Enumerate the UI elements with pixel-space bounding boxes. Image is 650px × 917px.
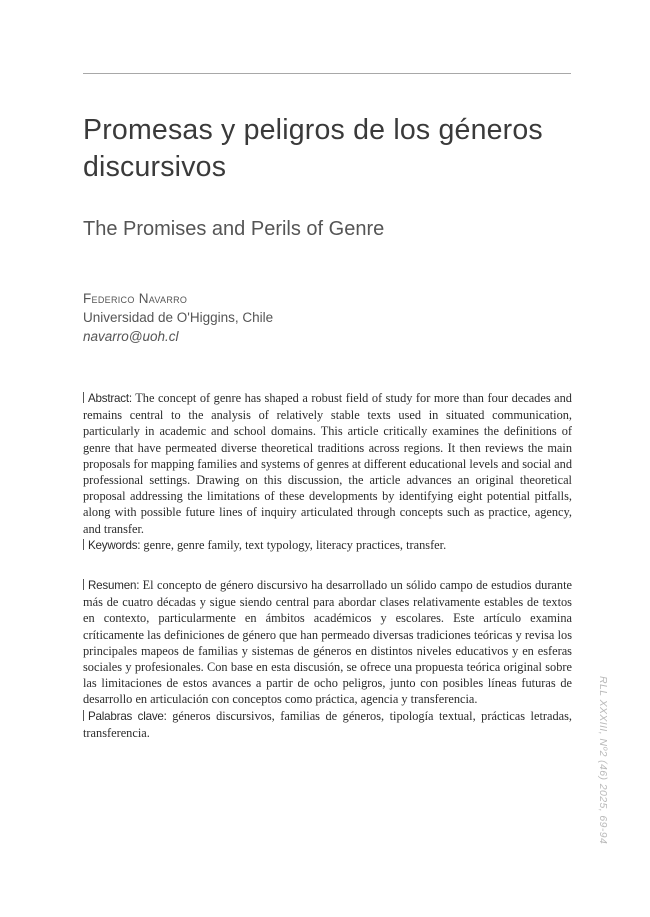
resumen-text: El concepto de género discursivo ha desarrollado un sólido campo de estudios durante más de cuatro décadas y sigue siendo central para abordar clases relativamente estables de textos en contexto, particularmente en ámbitos académicos y escolares. Este artículo examina críticamente las definiciones de género que han permeado diversas tradiciones teóricas y revisa los principales mapeos de familias y sistemas de géneros en distintos niveles educativos y en esferas sociales y profesionales. Con base en esta discusión, se ofrece una propuesta teórica original sobre las limitaciones de estos avances a partir de ocho peligros, junto con posibles líneas futuras de desarrollo en articulación con conceptos como práctica, agencia y transferencia. bbox=[83, 578, 572, 707]
palabras-clave-paragraph bbox=[83, 708, 572, 741]
resumen-paragraph bbox=[83, 577, 572, 708]
section-bar bbox=[83, 579, 84, 590]
article-title: Promesas y peligros de los géneros discursivos bbox=[83, 114, 543, 183]
author-block bbox=[83, 289, 273, 346]
section-bar bbox=[83, 539, 84, 550]
abstract-text: The concept of genre has shaped a robust field of study for more than four decades and remains central to the analysis of relatively stable texts used in situated communication, particularly in academic and school domains. This article critically examines the definitions of genre that have permeated diverse theoretical traditions across regions. It then reviews the main proposals for mapping families and systems of genres at different educational levels and social and professional settings. Drawing on this discussion, the article advances an original theoretical proposal addressing the limitations of these developments by identifying eight potential pitfalls, along with possible future lines of inquiry articulated through concepts such as practice, agency, and transfer. bbox=[83, 391, 572, 536]
keywords-text: genre, genre family, text typology, literacy practices, transfer. bbox=[143, 537, 447, 552]
abstract-label: Abstract: bbox=[88, 392, 132, 405]
resumen-label: Resumen: bbox=[88, 579, 140, 592]
side-citation: RLL XXXIII, Nº2 (46) 2025, 69-94 bbox=[597, 676, 609, 845]
keywords-label: Keywords: bbox=[88, 538, 141, 552]
section-bar bbox=[83, 392, 84, 403]
abstract-section bbox=[83, 390, 572, 554]
article-title-english: The Promises and Perils of Genre bbox=[83, 218, 385, 240]
keywords-paragraph bbox=[83, 537, 572, 554]
abstract-paragraph bbox=[83, 390, 572, 537]
top-rule bbox=[83, 73, 571, 74]
palabras-clave-text: géneros discursivos, familias de géneros, tipología textual, prácticas letradas, transferencia. bbox=[83, 708, 573, 740]
author-affiliation: Universidad de O'Higgins, Chile bbox=[83, 310, 274, 325]
resumen-section bbox=[83, 577, 572, 741]
author-name: Federico Navarro bbox=[83, 291, 188, 306]
section-bar bbox=[83, 710, 84, 721]
palabras-clave-label: Palabras clave: bbox=[88, 709, 167, 723]
author-email[interactable]: navarro@uoh.cl bbox=[83, 329, 179, 344]
